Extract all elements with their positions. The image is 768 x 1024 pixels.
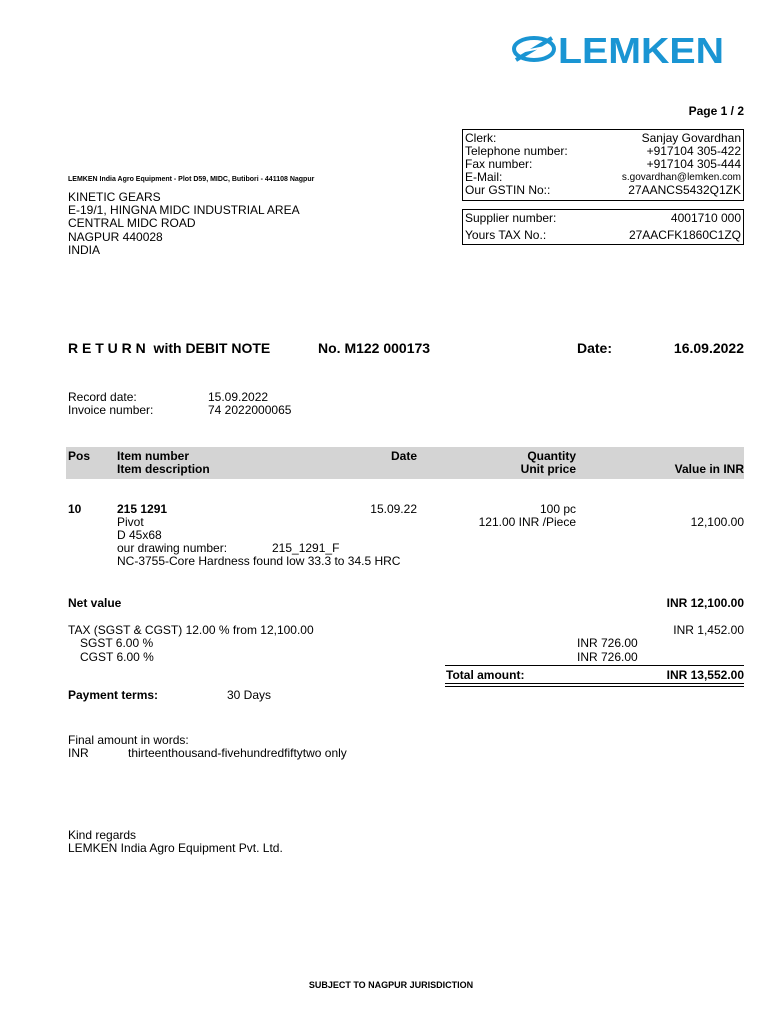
contact-box	[462, 129, 744, 201]
recipient-line: CENTRAL MIDC ROAD	[68, 216, 196, 230]
header-item-description: Item description	[117, 462, 210, 476]
tax-no-label: Yours TAX No.:	[465, 228, 547, 242]
drawing-number-label: our drawing number:	[117, 541, 228, 555]
document-date: 16.09.2022	[673, 340, 744, 356]
header-unit-price: Unit price	[520, 462, 576, 476]
document-number: No. M122 000173	[318, 340, 431, 356]
email-value[interactable]: s.govardhan@lemken.com	[621, 172, 741, 183]
item-date: 15.09.22	[370, 502, 417, 516]
header-quantity: Quantity	[527, 449, 576, 463]
cgst-label: CGST 6.00 %	[80, 650, 154, 664]
total-amount-label: Total amount:	[446, 668, 525, 682]
recipient-line: KINETIC GEARS	[68, 190, 161, 204]
cgst-amount: INR 726.00	[577, 650, 638, 664]
recipient-line: NAGPUR 440028	[68, 230, 163, 244]
sender-address-line: LEMKEN India Agro Equipment - Plot D59, MIDC, Butibori - 441108 Nagpur	[68, 176, 315, 183]
tax-label: TAX (SGST & CGST) 12.00 % from 12,100.00	[68, 623, 314, 637]
supplier-row-number	[465, 212, 741, 225]
total-amount-value: INR 13,552.00	[666, 668, 744, 682]
contact-row-fax	[465, 158, 741, 171]
sgst-label: SGST 6.00 %	[80, 636, 154, 650]
date-label: Date:	[577, 340, 613, 356]
invoice-number-label: Invoice number:	[68, 403, 154, 417]
telephone-value: +917104 305-422	[646, 144, 741, 158]
supplier-number-value: 4001710 000	[670, 211, 741, 225]
contact-row-gstin	[465, 184, 741, 197]
fax-value: +917104 305-444	[646, 157, 741, 171]
total-double-rule-2	[445, 686, 744, 687]
item-quantity: 100 pc	[539, 502, 576, 516]
item-value: 12,100.00	[690, 515, 744, 529]
telephone-label: Telephone number:	[465, 144, 568, 158]
clerk-value: Sanjay Govardhan	[641, 131, 741, 145]
item-note: NC-3755-Core Hardness found low 33.3 to 34.5 HRC	[117, 554, 401, 568]
item-description: Pivot	[117, 515, 144, 529]
supplier-number-label: Supplier number:	[465, 211, 557, 225]
invoice-number-value: 74 2022000065	[208, 403, 292, 417]
lemken-wordmark: LEMKEN	[558, 30, 724, 71]
recipient-line: E-19/1, HINGNA MIDC INDUSTRIAL AREA	[68, 203, 300, 217]
tax-amount: INR 1,452.00	[673, 623, 744, 637]
net-value-amount: INR 12,100.00	[666, 596, 744, 610]
item-number: 215 1291	[117, 502, 168, 516]
sgst-amount: INR 726.00	[577, 636, 638, 650]
header-item-number: Item number	[117, 449, 190, 463]
amount-words-text: thirteenthousand-fivehundredfiftytwo only	[128, 746, 347, 760]
item-dimensions: D 45x68	[117, 528, 162, 542]
page-number: Page 1 / 2	[688, 104, 744, 118]
net-value-label: Net value	[68, 596, 122, 610]
item-pos: 10	[68, 502, 82, 516]
lemken-emblem-icon	[514, 38, 554, 60]
header-value: Value in INR	[674, 462, 744, 476]
fax-label: Fax number:	[465, 157, 533, 171]
header-date: Date	[390, 449, 417, 463]
amount-words-label: Final amount in words:	[68, 733, 189, 747]
payment-terms-value: 30 Days	[227, 688, 272, 702]
payment-terms-label: Payment terms:	[68, 688, 159, 702]
record-date-label: Record date:	[68, 390, 137, 404]
item-unit-price: 121.00 INR /Piece	[478, 515, 576, 529]
amount-words-currency: INR	[68, 746, 89, 760]
lemken-logo	[512, 30, 727, 72]
supplier-box	[462, 209, 744, 245]
gstin-label: Our GSTIN No::	[465, 183, 551, 197]
supplier-row-tax	[465, 229, 741, 242]
total-top-rule	[445, 665, 744, 666]
record-date-value: 15.09.2022	[208, 390, 269, 404]
email-label: E-Mail:	[465, 170, 503, 184]
closing-regards: Kind regards	[68, 828, 137, 842]
recipient-line: INDIA	[68, 243, 101, 257]
footer-jurisdiction: SUBJECT TO NAGPUR JURISDICTION	[308, 980, 474, 990]
closing-company: LEMKEN India Agro Equipment Pvt. Ltd.	[68, 841, 283, 855]
total-double-rule-1	[445, 683, 744, 684]
document-title: R E T U R N with DEBIT NOTE	[68, 340, 271, 356]
clerk-label: Clerk:	[465, 131, 497, 145]
tax-no-value: 27AACFK1860C1ZQ	[628, 228, 741, 242]
gstin-value: 27AANCS5432Q1ZK	[628, 183, 741, 197]
drawing-number-value: 215_1291_F	[272, 541, 340, 555]
header-pos: Pos	[68, 449, 91, 463]
